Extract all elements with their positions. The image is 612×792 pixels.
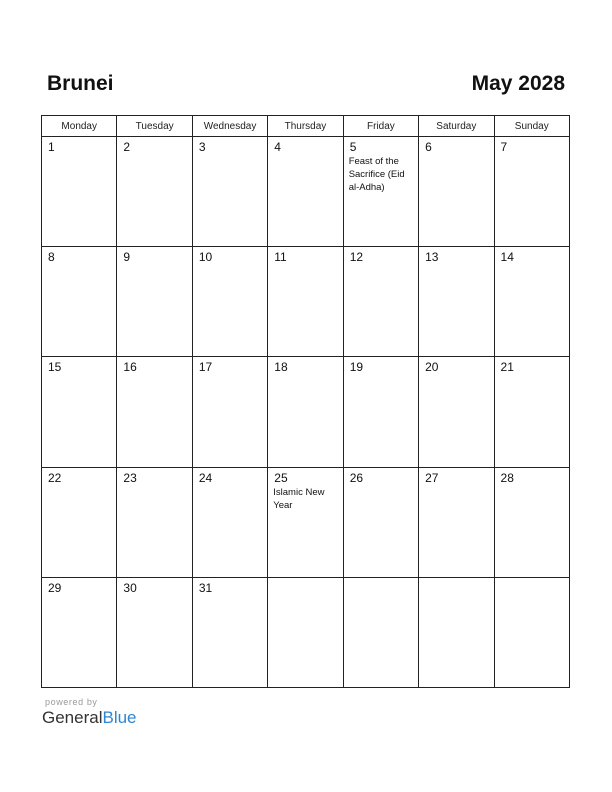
holiday-label: Feast of the Sacrifice (Eid al-Adha) [348, 156, 405, 193]
day-cell [117, 577, 192, 687]
day-cell [343, 577, 418, 687]
holiday-label [344, 264, 418, 265]
day-cell [419, 247, 494, 357]
holiday-label [344, 374, 418, 375]
holiday-label [117, 595, 191, 596]
day-number: 11 [274, 250, 287, 265]
day-number: 6 [425, 140, 432, 154]
day-cell [268, 357, 343, 467]
day-number: 13 [425, 250, 439, 265]
holiday-label [117, 154, 191, 155]
day-cell [494, 357, 569, 467]
day-cell [494, 137, 569, 247]
day-cell [343, 467, 418, 577]
country-title: Brunei [47, 72, 114, 95]
day-cell [419, 357, 494, 467]
day-number: 28 [500, 470, 514, 485]
day-cell [42, 247, 117, 357]
generalblue-logo[interactable] [42, 707, 137, 729]
day-number: 18 [274, 360, 288, 375]
holiday-label [419, 264, 493, 265]
day-cell [268, 247, 343, 357]
day-number: 29 [48, 580, 62, 595]
weekday-header: Monday [42, 116, 117, 137]
day-cell [343, 247, 418, 357]
day-cell [494, 467, 569, 577]
day-number: 7 [500, 140, 508, 154]
holiday-label [419, 581, 493, 582]
day-number: 14 [500, 250, 514, 265]
holiday-label [193, 154, 267, 155]
day-cell [117, 357, 192, 467]
holiday-label [419, 485, 493, 486]
day-number: 20 [425, 360, 439, 375]
holiday-label [193, 485, 267, 486]
day-cell [192, 357, 267, 467]
holiday-label [495, 154, 569, 155]
day-number: 19 [349, 360, 364, 375]
holiday-label [42, 264, 116, 265]
weekday-header-row [42, 116, 570, 137]
day-cell [192, 577, 267, 687]
day-number: 3 [198, 140, 206, 154]
holiday-label [268, 374, 342, 375]
holiday-label [117, 374, 191, 375]
holiday-label [344, 581, 418, 582]
holiday-label [193, 264, 267, 265]
holiday-label [344, 485, 418, 486]
day-number: 8 [48, 250, 55, 265]
day-number: 26 [349, 470, 364, 485]
day-number: 27 [425, 470, 439, 485]
day-number: 16 [123, 360, 137, 375]
weekday-header: Saturday [419, 116, 494, 137]
day-number: 12 [349, 250, 364, 265]
day-cell [419, 137, 494, 247]
day-cell [42, 137, 117, 247]
holiday-label [193, 374, 267, 375]
week-row [42, 467, 570, 577]
day-cell [494, 247, 569, 357]
holiday-label [419, 374, 493, 375]
holiday-label [193, 595, 267, 596]
day-cell [117, 247, 192, 357]
day-number: 5 [349, 140, 357, 154]
logo-text-blue: Blue [102, 708, 137, 727]
day-cell [192, 247, 267, 357]
day-cell [419, 577, 494, 687]
day-number: 1 [48, 140, 55, 154]
holiday-label [268, 581, 342, 582]
day-cell [268, 137, 343, 247]
holiday-label [495, 581, 569, 582]
day-cell [494, 577, 569, 687]
holiday-label [117, 485, 191, 486]
day-number: 9 [123, 250, 131, 265]
holiday-label [42, 374, 116, 375]
day-cell [42, 357, 117, 467]
holiday-label: Islamic New Year [273, 486, 325, 511]
holiday-label [268, 154, 342, 155]
day-cell [42, 467, 117, 577]
powered-by-text: powered by [45, 697, 98, 707]
footer-branding [42, 697, 137, 729]
weekday-header: Wednesday [192, 116, 267, 137]
day-cell [343, 357, 418, 467]
week-row [42, 577, 570, 687]
day-number: 30 [123, 580, 137, 595]
day-number: 2 [123, 140, 131, 154]
day-number: 15 [48, 360, 62, 375]
holiday-label [495, 264, 569, 265]
day-cell [192, 467, 267, 577]
week-row [42, 137, 570, 247]
day-cell [117, 467, 192, 577]
weekday-header: Thursday [268, 116, 343, 137]
holiday-label [419, 154, 493, 155]
day-cell [419, 467, 494, 577]
holiday-label [42, 154, 116, 155]
holiday-label [495, 485, 569, 486]
day-cell [268, 467, 343, 577]
day-number: 4 [274, 140, 281, 154]
weekday-header: Sunday [494, 116, 569, 137]
day-number: 17 [198, 360, 213, 375]
logo-text-general: General [42, 708, 103, 727]
day-number: 21 [500, 360, 514, 375]
day-number: 25 [274, 470, 288, 485]
day-cell [343, 137, 418, 247]
calendar-grid [41, 115, 570, 688]
week-row [42, 247, 570, 357]
day-number: 22 [48, 470, 62, 485]
day-cell [268, 577, 343, 687]
day-number: 23 [123, 470, 137, 485]
weekday-header: Tuesday [117, 116, 192, 137]
holiday-label [117, 264, 191, 265]
holiday-label [495, 374, 569, 375]
day-number: 31 [198, 580, 213, 595]
holiday-label [42, 485, 116, 486]
day-number: 24 [198, 470, 213, 485]
holiday-label [42, 595, 116, 596]
month-year-title: May 2028 [471, 72, 565, 95]
day-cell [192, 137, 267, 247]
week-row [42, 357, 570, 467]
day-cell [42, 577, 117, 687]
weekday-header: Friday [343, 116, 418, 137]
holiday-label [268, 264, 342, 265]
day-number: 10 [198, 250, 213, 265]
day-cell [117, 137, 192, 247]
